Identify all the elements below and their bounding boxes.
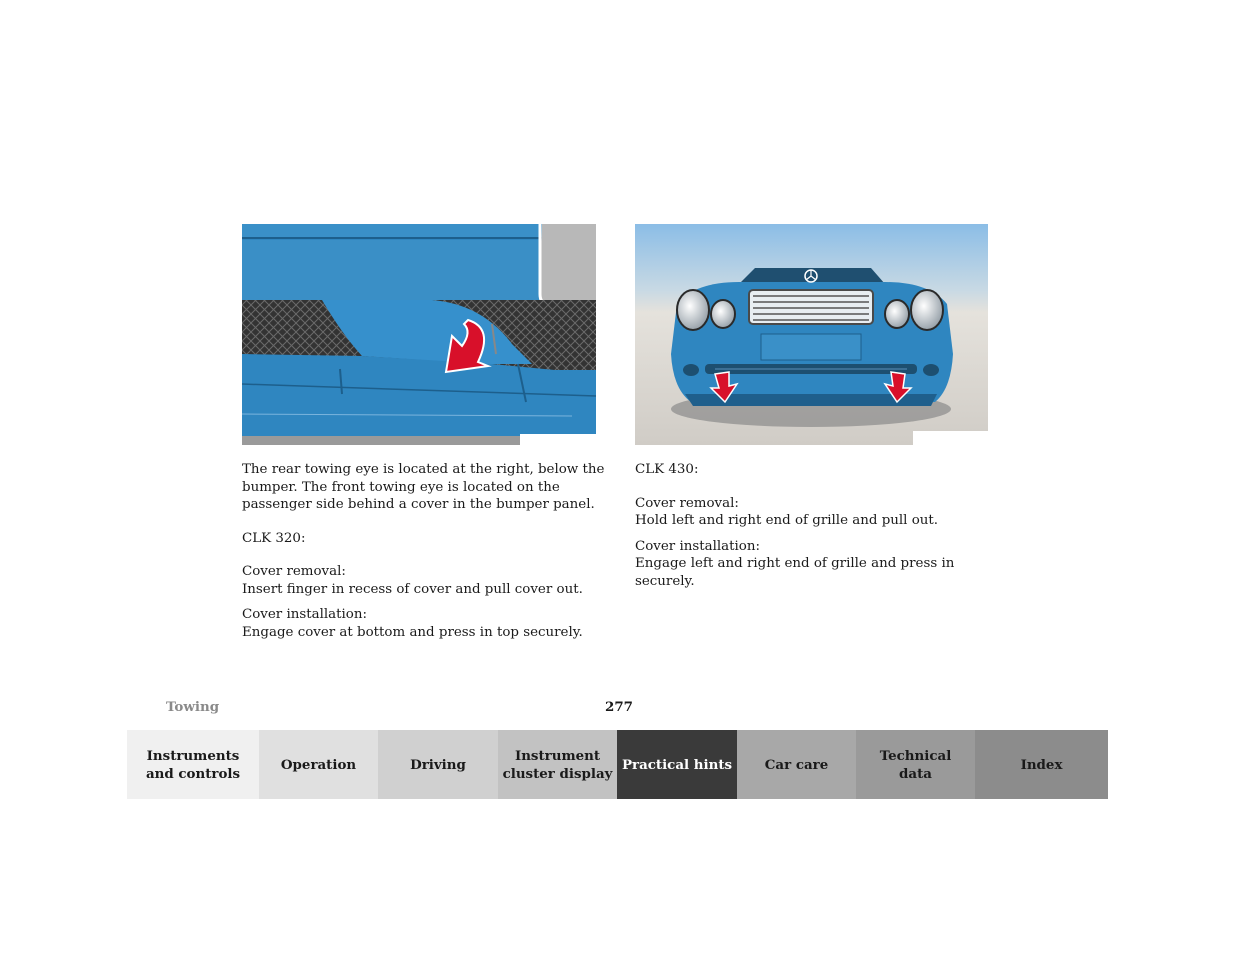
tab-car-care[interactable]: Car care — [737, 730, 856, 799]
installation-text: Engage cover at bottom and press in top securely. — [242, 624, 583, 640]
page-number: 277 — [605, 699, 633, 715]
right-text-column — [635, 461, 1015, 590]
tab-technical-data[interactable]: Technical data — [856, 730, 975, 799]
intro-paragraph: The rear towing eye is located at the right, below the bumper. The front towing eye is located on the passenger side behind a cover in the bumper panel. — [242, 462, 605, 512]
removal-heading: Cover removal: — [242, 564, 346, 579]
installation-heading: Cover installation: — [635, 538, 761, 554]
removal-text: Hold left and right end of grille and pull out. — [635, 513, 939, 528]
left-text-column — [242, 461, 612, 641]
tab-operation[interactable]: Operation — [259, 730, 378, 799]
tab-practical-hints[interactable]: Practical hints — [617, 730, 737, 799]
removal-text: Insert finger in recess of cover and pull cover out. — [242, 581, 583, 597]
tab-driving[interactable]: Driving — [378, 730, 498, 799]
tab-instrument-cluster-display[interactable]: Instrument cluster display — [498, 730, 617, 799]
model-label: CLK 320: — [242, 530, 306, 546]
removal-heading: Cover removal: — [635, 495, 739, 511]
tab-index[interactable]: Index — [975, 730, 1108, 799]
installation-text: Engage left and right end of grille and press in securely. — [635, 556, 955, 589]
front-car-illustration — [635, 224, 988, 445]
model-label: CLK 430: — [635, 462, 699, 477]
rear-bumper-illustration — [242, 224, 596, 445]
section-title: Towing — [166, 699, 220, 715]
installation-heading: Cover installation: — [242, 607, 368, 622]
chapter-nav — [127, 730, 1108, 799]
tab-instruments-and-controls[interactable]: Instruments and controls — [127, 730, 259, 799]
